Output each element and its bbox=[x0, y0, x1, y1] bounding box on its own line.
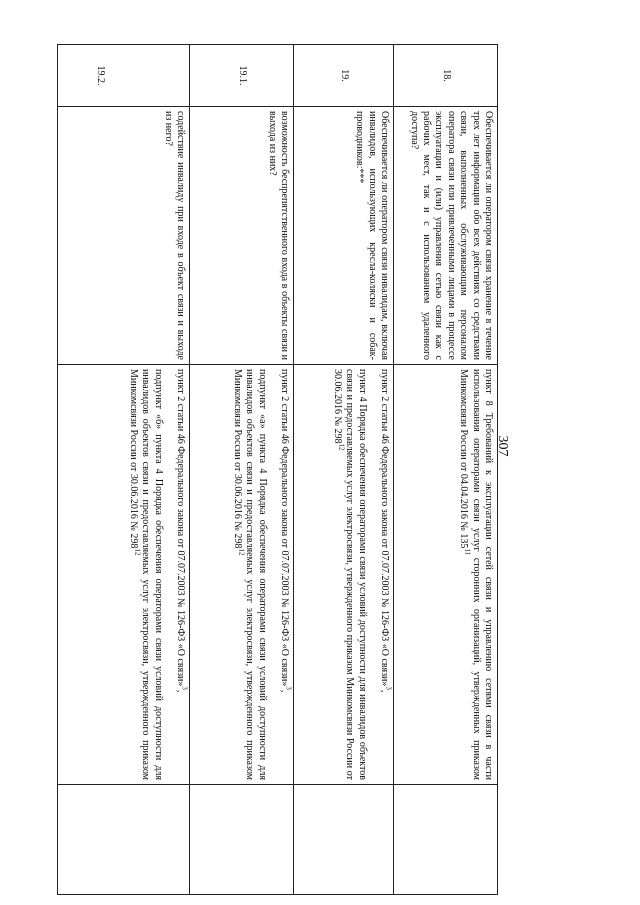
reference-paragraph bbox=[330, 369, 367, 780]
footnote-mark: 3 bbox=[284, 686, 293, 690]
row-number: 19. bbox=[294, 45, 394, 107]
reference-cell bbox=[190, 365, 294, 785]
reference-tail: , bbox=[379, 689, 390, 693]
question-cell: возможность беспрепятственного входа в объекты связи и выхода из них? bbox=[190, 107, 294, 365]
reference-paragraph bbox=[126, 369, 163, 780]
rotated-table-wrapper bbox=[58, 44, 498, 894]
empty-cell bbox=[190, 785, 294, 895]
row-number: 18. bbox=[394, 45, 498, 107]
table-row bbox=[190, 45, 294, 895]
footnote-mark: 3 bbox=[384, 686, 393, 690]
reference-text: пункт 4 Порядка обеспечения операторами связи условий доступности для инвалидов объектов связи и предоставляемых услуг электросвязи, утвержденного приказом Минкомсвязи России от 30.06.2016 № 298 bbox=[331, 369, 368, 780]
reference-text: подпункт «б» пункта 4 Порядка обеспечения операторами связи условий доступности для инвалидов объектов связи и предоставляемых услуг электросвязи, утвержденного приказом Минкомсвязи России от 30.06.2016 № 298 bbox=[127, 369, 164, 780]
reference-paragraph bbox=[278, 369, 293, 780]
table-row bbox=[394, 45, 498, 895]
question-cell: Обеспечивается ли оператором связи инвалидам, включая инвалидов, использующих кресла-коляски и собак-проводников:*** bbox=[294, 107, 394, 365]
footnote-mark: 11 bbox=[463, 548, 472, 556]
footnote-mark: 3 bbox=[180, 686, 189, 690]
row-number: 19.1. bbox=[190, 45, 294, 107]
reference-text: подпункт «а» пункта 4 Порядка обеспечения операторами связи условий доступности для инвалидов объектов связи и предоставляемых услуг электросвязи, утвержденного приказом Минкомсвязи России от 30.06.2016 № 298 bbox=[231, 369, 268, 780]
reference-paragraph bbox=[174, 369, 189, 780]
reference-cell bbox=[294, 365, 394, 785]
reference-text: пункт 2 статьи 46 Федерального закона от 07.07.2003 № 126-ФЗ «О связи» bbox=[279, 369, 290, 687]
empty-cell bbox=[58, 785, 190, 895]
reference-paragraph bbox=[230, 369, 267, 780]
reference-cell bbox=[394, 365, 498, 785]
page-number: 307 bbox=[495, 435, 510, 457]
reference-tail: , bbox=[279, 689, 290, 693]
empty-cell bbox=[294, 785, 394, 895]
reference-text: пункт 2 статьи 46 Федерального закона от 07.07.2003 № 126-ФЗ «О связи» bbox=[175, 369, 186, 687]
footnote-mark: 12 bbox=[133, 548, 142, 556]
reference-tail: , bbox=[175, 689, 186, 693]
reference-paragraph bbox=[378, 369, 393, 780]
footnote-mark: 12 bbox=[237, 548, 246, 556]
table-row bbox=[294, 45, 394, 895]
rotated-table bbox=[58, 44, 498, 894]
reference-text: пункт 2 статьи 46 Федерального закона от 07.07.2003 № 126-ФЗ «О связи» bbox=[379, 369, 390, 687]
table-row bbox=[58, 45, 190, 895]
reference-cell bbox=[58, 365, 190, 785]
question-cell: содействие инвалиду при входе в объект связи и выходе из него? bbox=[58, 107, 190, 365]
checklist-table bbox=[57, 44, 498, 895]
footnote-mark: 12 bbox=[337, 443, 346, 451]
reference-text: пункт 8 Требований к эксплуатации сетей связи и управлению сетями связи в части использования операторами связи услуг сторонних организаций, утвержденных приказом Минкомсвязи России от 04.04.2016 № 135 bbox=[458, 369, 494, 780]
row-number: 19.2. bbox=[58, 45, 190, 107]
empty-cell bbox=[394, 785, 498, 895]
question-cell: Обеспечивается ли оператором связи хранение в течение трех лет информации обо всех действиях со средствами связи, выполненных обслуживающим персоналом оператора связи или привлеченными лицами в процессе эксплуатации и (или) управления сетью связи как с рабочих мест, так и с использованием удаленного доступа? bbox=[394, 107, 498, 365]
